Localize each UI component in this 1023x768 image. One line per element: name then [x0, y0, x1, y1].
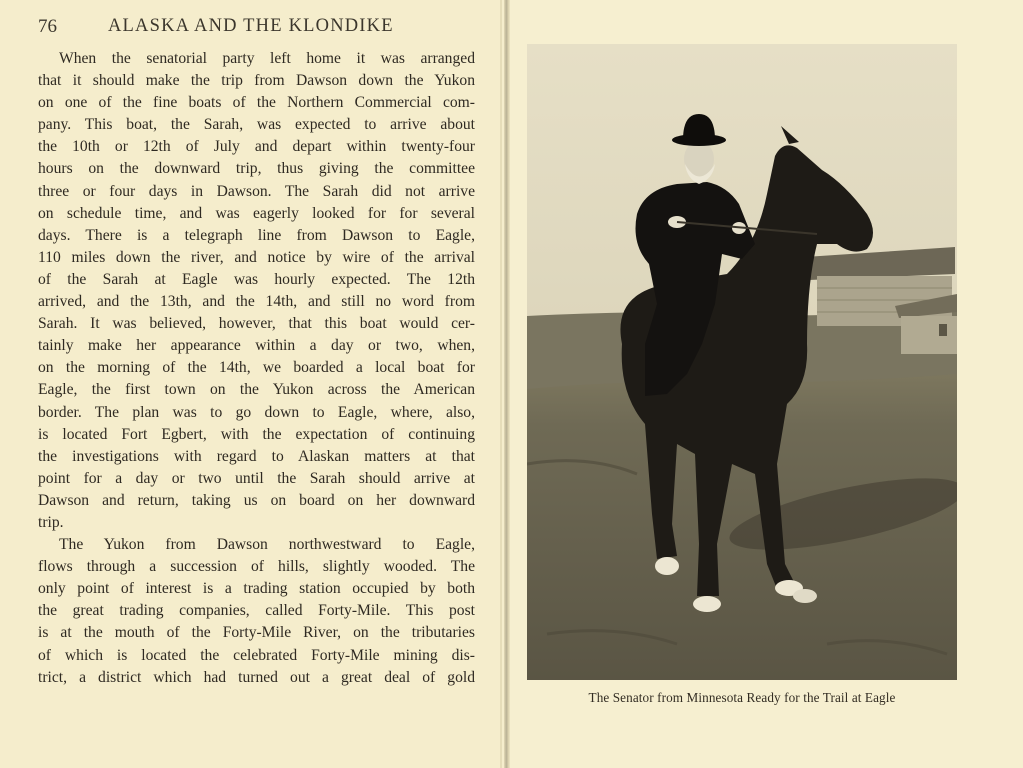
text-line: flows through a succession of hills, slightly wooded. The: [38, 558, 475, 576]
text-line: tainly make her appearance within a day or two, when,: [38, 337, 475, 355]
text-line: of which is located the celebrated Forty-Mile mining dis-: [38, 646, 475, 664]
text-line: the great trading companies, called Forty-Mile. This post: [38, 602, 475, 620]
text-line: trict, a district which had turned out a great deal of gold: [38, 668, 475, 686]
text-line: on one of the fine boats of the Northern Commercial com-: [38, 94, 475, 112]
text-line: of the Sarah at Eagle was hourly expected. The 12th: [38, 270, 475, 288]
text-line: three or four days in Dawson. The Sarah did not arrive: [38, 182, 475, 200]
text-line: trip.: [38, 513, 64, 531]
text-line: point for a day or two until the Sarah should arrive at: [38, 469, 475, 487]
text-line: When the senatorial party left home it was arranged: [59, 50, 475, 67]
body-text: [38, 48, 475, 689]
text-line: that it should make the trip from Dawson down the Yukon: [38, 72, 475, 90]
text-line: only point of interest is a trading station occupied by both: [38, 580, 475, 598]
text-line: border. The plan was to go down to Eagle, where, also,: [38, 403, 475, 421]
text-line: is located Fort Egbert, with the expectation of continuing: [38, 425, 475, 443]
text-line: on the morning of the 14th, we boarded a local boat for: [38, 359, 475, 377]
text-line: arrived, and the 13th, and the 14th, and still no word from: [38, 293, 475, 311]
text-line: Dawson and return, taking us on board on her downward: [38, 491, 475, 509]
running-head: [38, 14, 478, 40]
text-line: Eagle, the first town on the Yukon across the American: [38, 381, 475, 399]
page-edge: [500, 0, 502, 768]
page-number: 76: [38, 16, 57, 37]
text-line: on schedule time, and was eagerly looked for for several: [38, 204, 475, 222]
text-line: days. There is a telegraph line from Dawson to Eagle,: [38, 226, 475, 244]
text-line: pany. This boat, the Sarah, was expected to arrive about: [38, 116, 475, 134]
text-line: hours on the downward trip, thus giving the committee: [38, 160, 475, 178]
text-line: Sarah. It was believed, however, that this boat would cer-: [38, 315, 475, 333]
running-head-title: ALASKA AND THE KLONDIKE: [108, 16, 394, 36]
left-page: [0, 0, 506, 768]
text-line: the 10th or 12th of July and depart within twenty-four: [38, 138, 475, 156]
text-line: the investigations with regard to Alaskan matters at that: [38, 447, 475, 465]
photograph-senator-on-horse: [527, 44, 957, 680]
text-line: is at the mouth of the Forty-Mile River, on the tributaries: [38, 624, 475, 642]
text-line: 110 miles down the river, and notice by wire of the arrival: [38, 248, 475, 266]
photo-caption: The Senator from Minnesota Ready for the Trail at Eagle: [588, 690, 896, 705]
text-line: The Yukon from Dawson northwestward to Eagle,: [59, 536, 475, 554]
